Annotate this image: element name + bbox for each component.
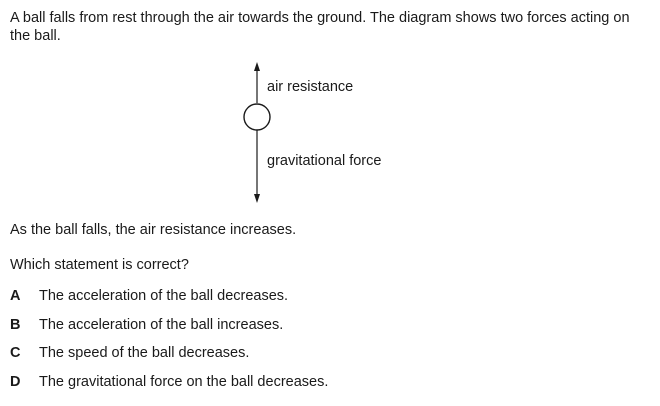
option-c[interactable] — [10, 345, 249, 361]
option-text: The speed of the ball decreases. — [39, 345, 250, 361]
option-text: The gravitational force on the ball decreases. — [39, 374, 329, 390]
option-text: The acceleration of the ball decreases. — [39, 288, 289, 304]
question-prompt: Which statement is correct? — [10, 257, 189, 273]
option-b[interactable] — [10, 317, 283, 333]
gravitational-force-label: gravitational force — [267, 153, 382, 169]
option-letter: A — [10, 288, 21, 304]
option-letter: D — [10, 374, 21, 390]
statement-text: As the ball falls, the air resistance increases. — [10, 222, 297, 238]
gravitational-force-arrowhead — [254, 194, 260, 203]
ball — [244, 104, 270, 130]
air-resistance-arrowhead — [254, 62, 260, 71]
option-letter: B — [10, 317, 21, 333]
option-text: The acceleration of the ball increases. — [39, 317, 284, 333]
air-resistance-label: air resistance — [267, 79, 354, 95]
option-d[interactable] — [10, 374, 328, 390]
option-letter: C — [10, 345, 21, 361]
option-a[interactable] — [10, 288, 288, 304]
question-stem: A ball falls from rest through the air towards the ground. The diagram shows two forces acting on the ball. — [10, 10, 630, 44]
